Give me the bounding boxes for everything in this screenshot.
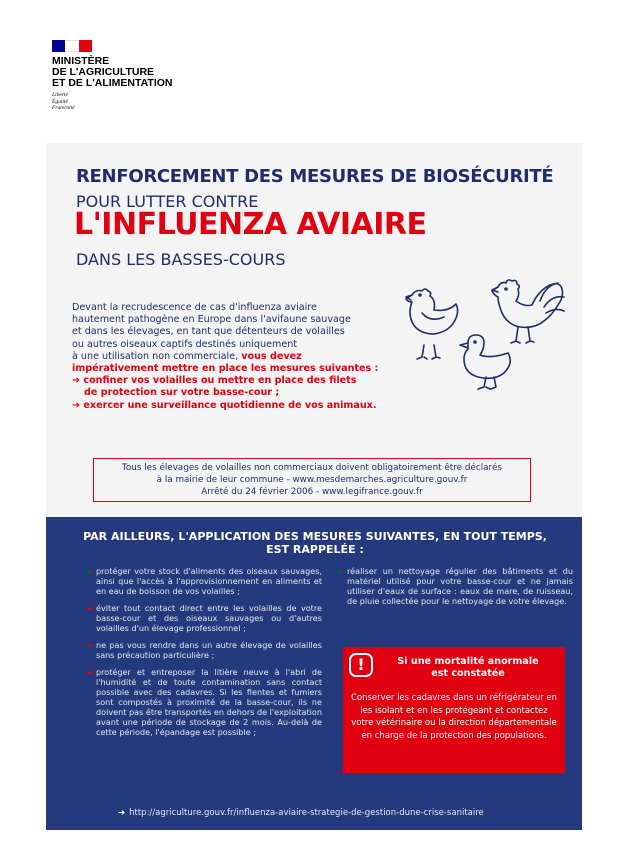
arrow-right-icon: ➔ bbox=[72, 399, 81, 411]
list-item: ➔ protéger et entreposer la litière neuve à l'abri de l'humidité et de toute contamination sans contact possible avec des cadavres. Si les fientes et fumiers sont compostés à proximité de la basse-cour, ils ne doivent pas être transportés en dehors de l'exploitation avant une période de stockage de 2 mois. Au-delà de cette période, l'épandage est possible ; bbox=[86, 667, 322, 737]
intro-paragraph: Devant la recrudescence de cas d'influenza aviaire hautement pathogène en Europe dans l'avifaune sauvage et dans les élevages, en tant que détenteurs de volailles ou autres oiseaux captifs destinés uniquement à une utilisation non commerciale, vous devez impérativement mettre en place les mesures suivantes : ➔ confiner vos volailles ou mettre en place des filets de protection sur votre basse-cour ; ➔ exercer une surveillance quotidienne de vos animaux. bbox=[72, 302, 392, 412]
poster-subtitle: POUR LUTTER CONTRE bbox=[76, 192, 259, 211]
ministry-logo bbox=[52, 40, 173, 112]
alert-title: Si une mortalité anormale est constatée bbox=[397, 656, 539, 679]
list-item: ➔ protéger votre stock d'aliments des oiseaux sauvages, ainsi que l'accès à l'approvisionnement en aliments et en eau de boisson de vos volailles ; bbox=[86, 566, 322, 596]
hen-icon bbox=[406, 289, 458, 359]
measure-confine: ➔ confiner vos volailles ou mettre en place des filets de protection sur votre basse-cour ; bbox=[72, 375, 357, 399]
arrow-right-icon: ➔ bbox=[86, 566, 93, 576]
measure-surveillance: ➔ exercer une surveillance quotidienne de vos animaux. bbox=[72, 399, 377, 411]
poultry-illustration-icon bbox=[390, 265, 580, 395]
poster-subheading: DANS LES BASSES-COURS bbox=[76, 250, 286, 269]
reminder-list-left bbox=[86, 566, 322, 744]
poster-main-heading: L'INFLUENZA AVIAIRE bbox=[74, 207, 427, 242]
arrow-right-icon: ➔ bbox=[118, 808, 126, 818]
poster-title: RENFORCEMENT DES MESURES DE BIOSÉCURITÉ bbox=[76, 166, 554, 187]
list-item: ➔ éviter tout contact direct entre les volailles de votre basse-cour et des oiseaux sauvages ou d'autres volailles d'un élevage professionnel ; bbox=[86, 603, 322, 633]
duck-icon bbox=[460, 335, 510, 389]
republic-motto: Liberté Égalité Fraternité bbox=[52, 92, 75, 111]
ministry-name: MINISTÈRE DE L'AGRICULTURE ET DE L'ALIMENTATION bbox=[52, 55, 173, 89]
arrow-right-icon: ➔ bbox=[337, 566, 344, 576]
warning-icon: ! bbox=[349, 653, 373, 677]
rooster-icon bbox=[492, 280, 564, 343]
list-item: ➔ ne pas vous rendre dans un autre élevage de volailles sans précaution particulière ; bbox=[86, 640, 322, 660]
arrow-right-icon: ➔ bbox=[86, 640, 93, 650]
reminder-list-right bbox=[337, 566, 573, 613]
reminder-title: PAR AILLEURS, L'APPLICATION DES MESURES SUIVANTES, EN TOUT TEMPS, EST RAPPELÉE : bbox=[83, 530, 547, 556]
arrow-right-icon: ➔ bbox=[86, 603, 93, 613]
info-link[interactable]: ➔ http://agriculture.gouv.fr/influenza-aviaire-strategie-de-gestion-dune-crise-sanitaire bbox=[118, 808, 484, 818]
french-flag-icon bbox=[52, 40, 92, 52]
list-item: ➔ réaliser un nettoyage régulier des bâtiments et du matériel utilisé pour votre basse-cour et ne jamais utiliser d'eaux de surface : eaux de mare, de ruisseau, de pluie collectée pour le nettoyage de votre élevage. bbox=[337, 566, 573, 606]
declaration-notice: Tous les élevages de volailles non commerciaux doivent obligatoirement être déclarés à la mairie de leur commune - www.mesdemarches.agriculture.gouv.fr Arrêté du 24 février 2006 - www.legifrance.gouv.fr bbox=[93, 458, 531, 502]
arrow-right-icon: ➔ bbox=[86, 667, 93, 677]
alert-text: Conserver les cadavres dans un réfrigérateur en les isolant et en les protégeant et contactez votre vétérinaire ou la direction départementale en charge de la protection des populations. bbox=[350, 693, 558, 741]
arrow-right-icon: ➔ bbox=[72, 375, 81, 387]
